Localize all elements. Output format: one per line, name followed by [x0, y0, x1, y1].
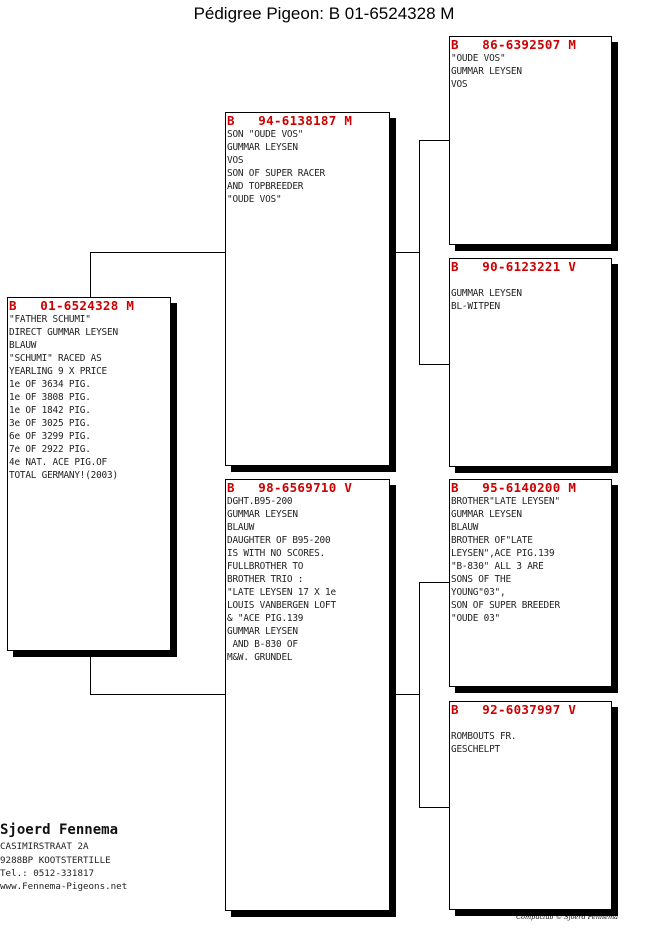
pigeon-card-main: [7, 297, 171, 651]
detail-line: "B-830" ALL 3 ARE: [451, 561, 544, 572]
card-details: [451, 717, 611, 756]
card-details: [451, 52, 611, 91]
connector-line: [419, 582, 450, 583]
detail-line: GUMMAR LEYSEN: [451, 66, 522, 77]
detail-line: GESCHELPT: [451, 744, 500, 755]
detail-line: "OUDE VOS": [227, 194, 282, 205]
connector-line: [419, 807, 450, 808]
detail-line: "OUDE VOS": [451, 53, 506, 64]
page-title: Pédigree Pigeon: B 01-6524328 M: [193, 4, 455, 23]
detail-line: GUMMAR LEYSEN: [451, 509, 522, 520]
detail-line: 4e NAT. ACE PIG.OF: [9, 457, 107, 468]
detail-line: VOS: [227, 155, 244, 166]
card-details: [451, 274, 611, 313]
detail-line: VOS: [451, 79, 468, 90]
breeder-phone: Tel.: 0512-331817: [0, 868, 95, 879]
pigeon-card-grandfather-paternal: [449, 36, 612, 245]
connector-line: [419, 582, 420, 808]
detail-line: LOUIS VANBERGEN LOFT: [227, 600, 336, 611]
connector-line: [390, 694, 420, 695]
breeder-name: Sjoerd Fennema: [0, 822, 119, 838]
detail-line: "FATHER SCHUMI": [9, 314, 91, 325]
detail-line: GUMMAR LEYSEN: [227, 626, 298, 637]
ring-number: B 90-6123221 V: [451, 259, 577, 274]
detail-line: BL-WITPEN: [451, 301, 500, 312]
detail-line: DGHT.B95-200: [227, 496, 293, 507]
connector-line: [390, 252, 420, 253]
detail-line: AND TOPBREEDER: [227, 181, 304, 192]
detail-line: [451, 717, 611, 730]
detail-line: BLAUW: [9, 340, 37, 351]
breeder-city: 9288BP KOOTSTERTILLE: [0, 855, 111, 866]
detail-line: 7e OF 2922 PIG.: [9, 444, 91, 455]
card-details: [227, 495, 389, 664]
detail-line: & "ACE PIG.139: [227, 613, 304, 624]
ring-number: B 92-6037997 V: [451, 702, 577, 717]
ring-number: B 95-6140200 M: [451, 480, 577, 495]
detail-line: 1e OF 1842 PIG.: [9, 405, 91, 416]
pigeon-card-grandmother-maternal: [449, 701, 612, 910]
detail-line: 1e OF 3634 PIG.: [9, 379, 91, 390]
detail-line: BLAUW: [227, 522, 255, 533]
ring-number: B 01-6524328 M: [9, 298, 135, 313]
detail-line: AND B-830 OF: [227, 639, 298, 650]
detail-line: "SCHUMI" RACED AS: [9, 353, 102, 364]
detail-line: SON "OUDE VOS": [227, 129, 304, 140]
detail-line: SON OF SUPER BREEDER: [451, 600, 560, 611]
connector-line: [90, 694, 226, 695]
card-details: [227, 128, 389, 206]
detail-line: BROTHER OF"LATE: [451, 535, 533, 546]
detail-line: LEYSEN",ACE PIG.139: [451, 548, 555, 559]
detail-line: 3e OF 3025 PIG.: [9, 418, 91, 429]
detail-line: M&W. GRUNDEL: [227, 652, 293, 663]
detail-line: FULLBROTHER TO: [227, 561, 304, 572]
detail-line: "OUDE 03": [451, 613, 500, 624]
connector-line: [90, 252, 226, 253]
card-details: [9, 313, 170, 482]
connector-line: [90, 252, 91, 298]
ring-number: B 86-6392507 M: [451, 37, 577, 52]
connector-line: [90, 650, 91, 694]
detail-line: ROMBOUTS FR.: [451, 731, 517, 742]
detail-line: DAUGHTER OF B95-200: [227, 535, 331, 546]
detail-line: "LATE LEYSEN 17 X 1e: [227, 587, 336, 598]
detail-line: BROTHER TRIO :: [227, 574, 304, 585]
pigeon-card-grandfather-maternal: [449, 479, 612, 687]
card-details: [451, 495, 611, 625]
connector-line: [419, 364, 450, 365]
ring-number: B 98-6569710 V: [227, 480, 353, 495]
connector-line: [419, 140, 420, 365]
detail-line: [451, 274, 611, 287]
detail-line: GUMMAR LEYSEN: [227, 509, 298, 520]
credit-text: Compuclub © Sjoerd Fennema: [516, 913, 618, 921]
detail-line: SONS OF THE: [451, 574, 511, 585]
detail-line: BROTHER"LATE LEYSEN": [451, 496, 560, 507]
detail-line: BLAUW: [451, 522, 479, 533]
detail-line: DIRECT GUMMAR LEYSEN: [9, 327, 118, 338]
ring-number: B 94-6138187 M: [227, 113, 353, 128]
detail-line: YOUNG"03",: [451, 587, 506, 598]
detail-line: 1e OF 3808 PIG.: [9, 392, 91, 403]
pigeon-card-father: [225, 112, 390, 466]
breeder-address: CASIMIRSTRAAT 2A: [0, 841, 89, 852]
detail-line: SON OF SUPER RACER: [227, 168, 325, 179]
detail-line: GUMMAR LEYSEN: [451, 288, 522, 299]
connector-line: [419, 140, 450, 141]
detail-line: YEARLING 9 X PRICE: [9, 366, 107, 377]
pigeon-card-grandmother-paternal: [449, 258, 612, 467]
detail-line: TOTAL GERMANY!(2003): [9, 470, 118, 481]
detail-line: GUMMAR LEYSEN: [227, 142, 298, 153]
pigeon-card-mother: [225, 479, 390, 911]
breeder-website: www.Fennema-Pigeons.net: [0, 881, 128, 892]
detail-line: 6e OF 3299 PIG.: [9, 431, 91, 442]
detail-line: IS WITH NO SCORES.: [227, 548, 325, 559]
